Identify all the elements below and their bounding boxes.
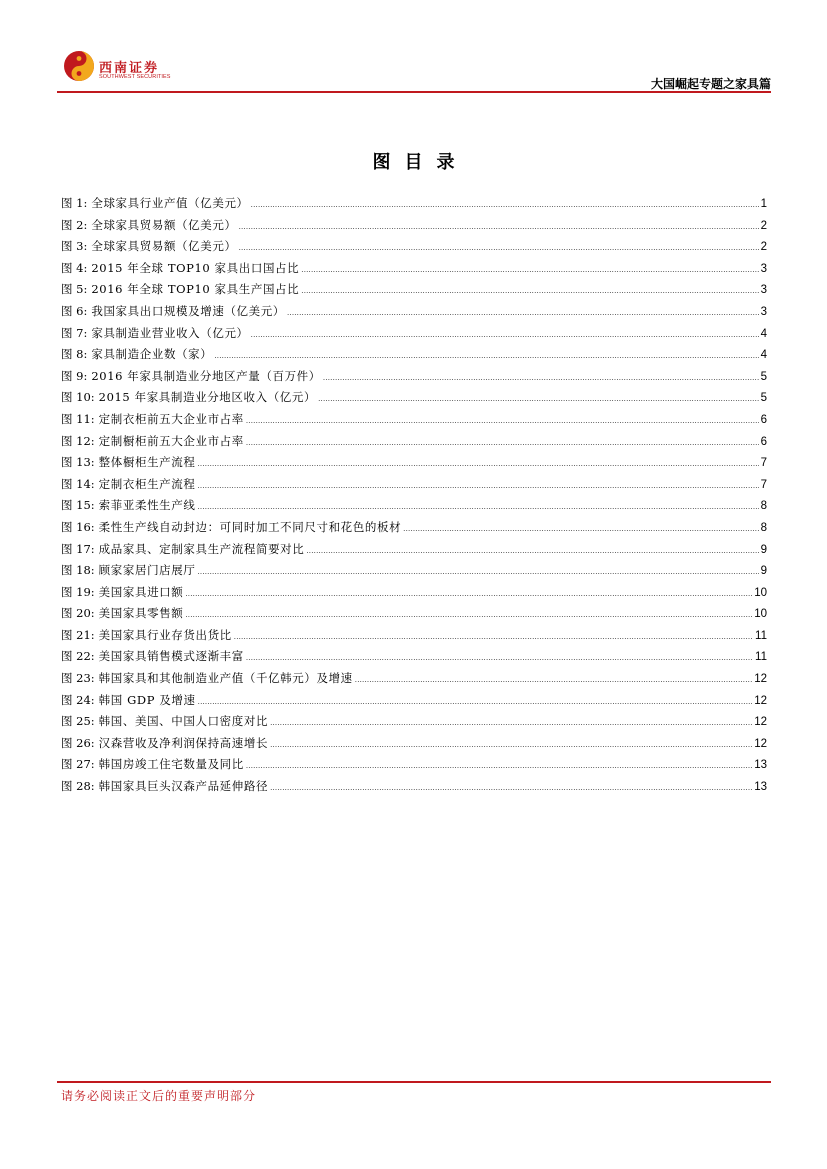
- toc-entry-page-number[interactable]: 3: [760, 262, 767, 275]
- toc-dot-leader: [198, 692, 753, 714]
- toc-dot-leader: [306, 541, 758, 563]
- toc-dot-leader: [246, 756, 752, 778]
- toc-entry-page-number[interactable]: 5: [760, 392, 767, 405]
- toc-dot-leader: [403, 519, 758, 541]
- toc-dot-leader: [185, 605, 752, 627]
- toc-entry-title[interactable]: 美国家具行业存货出货比: [98, 627, 232, 642]
- toc-entry-title[interactable]: 顾家家居门店展厅: [98, 563, 196, 578]
- toc-entry-label: 图 19:: [61, 584, 95, 599]
- toc-entry[interactable]: [61, 603, 767, 625]
- toc-entry[interactable]: [61, 625, 767, 647]
- toc-dot-leader: [251, 195, 759, 217]
- toc-dot-leader: [270, 735, 752, 757]
- toc-entry-label: 图 7:: [61, 325, 88, 340]
- toc-entry-page-number[interactable]: 12: [754, 716, 767, 729]
- report-title: 大国崛起专题之家具篇: [650, 77, 771, 91]
- toc-entry-label: 图 16:: [61, 519, 95, 534]
- toc-entry-title[interactable]: 美国家具零售额: [98, 606, 184, 621]
- toc-entry-title[interactable]: 韩国、美国、中国人口密度对比: [98, 714, 269, 729]
- toc-entry-page-number[interactable]: 5: [760, 370, 767, 383]
- toc-entry-title[interactable]: 韩国家具巨头汉森产品延伸路径: [98, 779, 269, 794]
- toc-dot-leader: [197, 562, 758, 584]
- toc-entry-label: 图 11:: [61, 411, 95, 426]
- toc-dot-leader: [234, 627, 753, 649]
- company-logo-icon: [63, 50, 95, 82]
- footer-divider: [57, 1081, 771, 1083]
- toc-entry[interactable]: [61, 733, 767, 755]
- toc-dot-leader: [251, 325, 759, 347]
- toc-entry-title[interactable]: 美国家具销售模式逐渐丰富: [98, 649, 244, 664]
- toc-entry-page-number[interactable]: 9: [760, 565, 767, 578]
- toc-entry-page-number[interactable]: 2: [760, 241, 767, 254]
- toc-dot-leader: [246, 648, 753, 670]
- toc-dot-leader: [197, 454, 758, 476]
- toc-entry-title[interactable]: 2015 年全球 TOP10 家具出口国占比: [91, 260, 300, 275]
- toc-entry-title[interactable]: 韩国家具和其他制造业产值（千亿韩元）及增速: [98, 671, 353, 686]
- toc-entry-title[interactable]: 2016 年全球 TOP10 家具生产国占比: [91, 282, 300, 297]
- company-name-cn: 西南证券: [99, 61, 160, 76]
- toc-entry-title[interactable]: 整体橱柜生产流程: [98, 455, 196, 470]
- toc-entry-label: 图 28:: [61, 779, 95, 794]
- toc-entry-title[interactable]: 全球家具贸易额（亿美元）: [91, 217, 237, 232]
- toc-entry[interactable]: [61, 236, 767, 258]
- toc-entry[interactable]: [61, 323, 767, 345]
- toc-entry-title[interactable]: 我国家具出口规模及增速（亿美元）: [91, 303, 285, 318]
- toc-entry-page-number[interactable]: 8: [760, 500, 767, 513]
- toc-entry[interactable]: [61, 776, 767, 798]
- toc-entry[interactable]: [61, 668, 767, 690]
- toc-dot-leader: [355, 670, 752, 692]
- toc-entry-page-number[interactable]: 2: [760, 219, 767, 232]
- toc-entry-label: 图 15:: [61, 498, 95, 513]
- toc-entry-page-number[interactable]: 6: [760, 435, 767, 448]
- toc-entry-page-number[interactable]: 11: [755, 651, 767, 664]
- toc-entry-label: 图 2:: [61, 217, 88, 232]
- toc-entry[interactable]: [61, 215, 767, 237]
- company-name-en: SOUTHWEST SECURITIES: [99, 74, 171, 80]
- toc-entry-title[interactable]: 2015 年家具制造业分地区收入（亿元）: [98, 390, 317, 405]
- toc-entry[interactable]: [61, 560, 767, 582]
- toc-entry-page-number[interactable]: 12: [754, 737, 767, 750]
- toc-entry[interactable]: [61, 387, 767, 409]
- toc-entry-page-number[interactable]: 12: [754, 694, 767, 707]
- toc-entry[interactable]: [61, 539, 767, 561]
- toc-dot-leader: [318, 389, 759, 411]
- toc-entry-page-number[interactable]: 7: [760, 478, 767, 491]
- toc-entry[interactable]: [61, 754, 767, 776]
- toc-entry-page-number[interactable]: 6: [760, 413, 767, 426]
- toc-entry-label: 图 1:: [61, 196, 88, 210]
- toc-entry-title[interactable]: 美国家具进口额: [98, 584, 184, 599]
- toc-dot-leader: [246, 433, 759, 455]
- toc-entry-page-number[interactable]: 13: [754, 759, 767, 772]
- toc-dot-leader: [239, 217, 759, 239]
- toc-entry[interactable]: [61, 279, 767, 301]
- toc-entry-label: 图 25:: [61, 714, 95, 729]
- toc-entry-label: 图 21:: [61, 627, 95, 642]
- toc-entry-label: 图 13:: [61, 455, 95, 470]
- company-logo: [63, 50, 181, 86]
- toc-entry-page-number[interactable]: 4: [760, 349, 767, 362]
- toc-entry-title[interactable]: 韩国房竣工住宅数量及同比: [98, 757, 244, 772]
- toc-entry[interactable]: [61, 495, 767, 517]
- toc-entry-label: 图 22:: [61, 649, 95, 664]
- toc-entry[interactable]: [61, 646, 767, 668]
- toc-entry-page-number[interactable]: 13: [754, 781, 767, 794]
- toc-entry-title[interactable]: 定制衣柜前五大企业市占率: [98, 411, 244, 426]
- toc-entry-page-number[interactable]: 9: [760, 543, 767, 556]
- toc-entry[interactable]: [61, 344, 767, 366]
- toc-dot-leader: [185, 584, 752, 606]
- toc-dot-leader: [323, 368, 759, 390]
- toc-entry-page-number[interactable]: 10: [754, 586, 767, 599]
- footer-disclaimer: 请务必阅读正文后的重要声明部分: [61, 1089, 257, 1103]
- toc-entry-label: 图 20:: [61, 606, 95, 621]
- toc-entry[interactable]: [61, 452, 767, 474]
- toc-entry-page-number[interactable]: 11: [755, 629, 767, 642]
- header-divider: [57, 91, 771, 93]
- toc-dot-leader: [197, 497, 758, 519]
- toc-entry[interactable]: [61, 431, 767, 453]
- toc-entry-label: 图 24:: [61, 692, 95, 707]
- toc-entry-title[interactable]: 家具制造企业数（家）: [91, 347, 213, 362]
- toc-entry[interactable]: [61, 366, 767, 388]
- toc-entry[interactable]: [61, 690, 767, 712]
- toc-entry-title[interactable]: 索菲亚柔性生产线: [98, 498, 196, 513]
- toc-entry-label: 图 26:: [61, 735, 95, 750]
- toc-dot-leader: [197, 476, 758, 498]
- toc-entry-label: 图 17:: [61, 541, 95, 556]
- toc-entry-label: 图 27:: [61, 757, 95, 772]
- toc-entry-title[interactable]: 汉森营收及净利润保持高速增长: [98, 735, 269, 750]
- toc-entry-page-number[interactable]: 12: [754, 673, 767, 686]
- toc-entry-page-number[interactable]: 3: [760, 305, 767, 318]
- toc-entry-label: 图 14:: [61, 476, 95, 491]
- toc-dot-leader: [301, 281, 758, 303]
- toc-dot-leader: [270, 778, 752, 800]
- toc-entry-title[interactable]: 定制衣柜生产流程: [98, 476, 196, 491]
- toc-entry-label: 图 4:: [61, 260, 88, 275]
- toc-dot-leader: [239, 238, 759, 260]
- figure-toc-list: [61, 193, 767, 798]
- toc-entry[interactable]: [61, 517, 767, 539]
- toc-entry-page-number[interactable]: 4: [760, 327, 767, 340]
- toc-entry-page-number[interactable]: 3: [760, 284, 767, 297]
- toc-entry-title[interactable]: 全球家具贸易额（亿美元）: [91, 239, 237, 254]
- toc-entry-label: 图 8:: [61, 347, 88, 362]
- toc-entry[interactable]: [61, 474, 767, 496]
- toc-entry-label: 图 6:: [61, 303, 88, 318]
- toc-entry-label: 图 10:: [61, 390, 95, 405]
- toc-dot-leader: [287, 303, 759, 325]
- toc-entry[interactable]: [61, 582, 767, 604]
- toc-entry-title[interactable]: 定制橱柜前五大企业市占率: [98, 433, 244, 448]
- toc-dot-leader: [270, 713, 752, 735]
- toc-dot-leader: [214, 346, 758, 368]
- toc-entry-page-number[interactable]: 10: [754, 608, 767, 621]
- toc-entry-label: 图 18:: [61, 563, 95, 578]
- toc-entry-label: 图 5:: [61, 282, 88, 297]
- toc-entry-label: 图 3:: [61, 239, 88, 254]
- toc-entry[interactable]: [61, 258, 767, 280]
- toc-entry-title[interactable]: 家具制造业营业收入（亿元）: [91, 325, 249, 340]
- toc-dot-leader: [301, 260, 758, 282]
- toc-entry-label: 图 12:: [61, 433, 95, 448]
- toc-entry-label: 图 23:: [61, 671, 95, 686]
- toc-entry[interactable]: [61, 301, 767, 323]
- toc-entry-title[interactable]: 韩国 GDP 及增速: [98, 692, 196, 707]
- toc-entry-title[interactable]: 柔性生产线自动封边：可同时加工不同尺寸和花色的板材: [98, 519, 402, 534]
- toc-dot-leader: [246, 411, 759, 433]
- toc-entry-page-number[interactable]: 1: [760, 198, 767, 210]
- toc-entry[interactable]: [61, 409, 767, 431]
- toc-entry-page-number[interactable]: 7: [760, 457, 767, 470]
- toc-entry-title[interactable]: 2016 年家具制造业分地区产量（百万件）: [91, 368, 321, 383]
- toc-entry[interactable]: [61, 711, 767, 733]
- toc-entry-page-number[interactable]: 8: [760, 521, 767, 534]
- toc-entry[interactable]: [61, 193, 767, 215]
- toc-entry-label: 图 9:: [61, 368, 88, 383]
- toc-heading: 图目录: [372, 152, 469, 173]
- page-header: [57, 48, 771, 92]
- toc-entry-title[interactable]: 成品家具、定制家具生产流程简要对比: [98, 541, 305, 556]
- toc-entry-title[interactable]: 全球家具行业产值（亿美元）: [91, 196, 249, 210]
